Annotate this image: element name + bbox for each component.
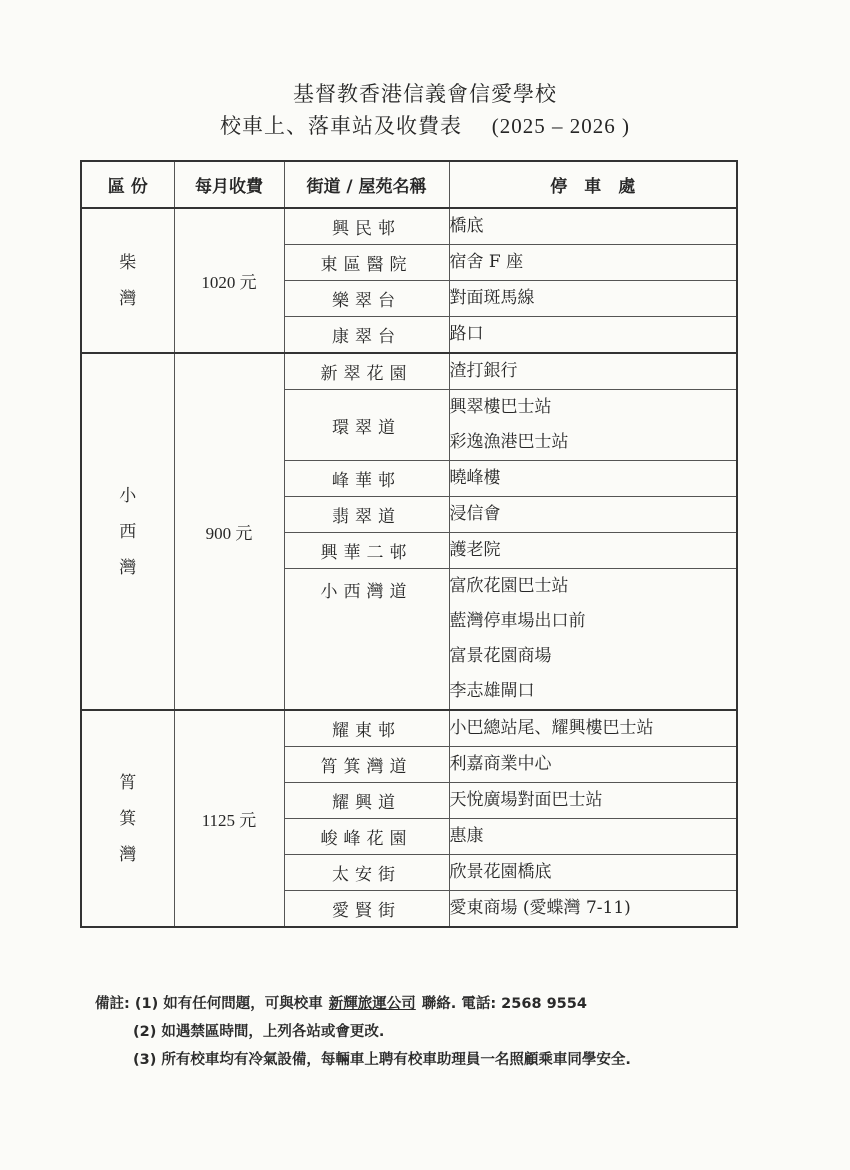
- district-char: 小: [119, 485, 137, 506]
- district-char: 筲: [119, 772, 137, 793]
- street-cell: 翡翠道: [284, 497, 449, 533]
- district-char: 西: [119, 521, 137, 542]
- stop-location: 李志雄閘口: [449, 681, 535, 701]
- stop-location: 護老院: [449, 540, 501, 560]
- street-cell: 愛賢街: [284, 891, 449, 928]
- stop-cell: [449, 461, 737, 497]
- table-row: [81, 710, 737, 747]
- street-cell: 環翠道: [284, 390, 449, 461]
- stop-location: 曉峰樓: [449, 468, 501, 488]
- street-cell: 耀東邨: [284, 710, 449, 747]
- stop-cell: [449, 353, 737, 390]
- district-cell: [81, 208, 174, 353]
- street-cell: 小西灣道: [284, 569, 449, 711]
- street-cell: 興民邨: [284, 208, 449, 245]
- street-cell: 太安街: [284, 855, 449, 891]
- street-cell: 耀興道: [284, 783, 449, 819]
- monthly-fee-cell: 1125 元: [174, 710, 284, 927]
- stop-location: 欣景花園橋底: [449, 862, 552, 882]
- note-1-text: 如有任何問題，可與校車: [163, 996, 323, 1012]
- district-char: 灣: [119, 557, 137, 578]
- district-cell: [81, 353, 174, 710]
- monthly-fee-cell: 1020 元: [174, 208, 284, 353]
- street-cell: 峻峰花園: [284, 819, 449, 855]
- stop-location: 富欣花園巴士站: [449, 576, 569, 596]
- stop-location: 利嘉商業中心: [449, 754, 552, 774]
- stop-location: 橋底: [449, 216, 484, 236]
- document-title: [0, 110, 850, 140]
- district-char: 灣: [119, 288, 137, 309]
- note-3-text: 所有校車均有冷氣設備，每輛車上聘有校車助理員一名照顧乘車同學安全.: [161, 1052, 631, 1068]
- subtitle: 校車上、落車站及收費表: [220, 114, 463, 138]
- stop-cell: [449, 747, 737, 783]
- street-cell: 筲箕灣道: [284, 747, 449, 783]
- notes-label: 備註:: [95, 996, 130, 1012]
- note-2-text: 如遇禁區時間，上列各站或會更改.: [161, 1024, 385, 1040]
- stop-location: 浸信會: [449, 504, 501, 524]
- stop-location: 對面斑馬線: [449, 288, 535, 308]
- stop-location: 惠康: [449, 826, 484, 846]
- district-group: [81, 353, 737, 710]
- note-2-number: (2): [133, 1024, 157, 1040]
- stop-location: 天悅廣場對面巴士站: [449, 790, 603, 810]
- street-cell: 東區醫院: [284, 245, 449, 281]
- district-cell: [81, 710, 174, 927]
- note-3-number: (3): [133, 1052, 157, 1068]
- district-char: 灣: [119, 844, 137, 865]
- stop-cell: [449, 533, 737, 569]
- bus-company-name: 新輝旅運公司: [328, 996, 416, 1012]
- district-group: [81, 710, 737, 927]
- stop-cell: [449, 390, 737, 461]
- note-1-contact: 聯絡. 電話: 2568 9554: [421, 996, 587, 1012]
- stop-location: 富景花園商場: [449, 646, 552, 666]
- note-2: [95, 1018, 795, 1046]
- district-char: 柴: [119, 252, 137, 273]
- column-header-district: 區 份: [81, 161, 174, 208]
- note-1: [95, 990, 795, 1018]
- table-row: [81, 353, 737, 390]
- notes-section: [95, 990, 795, 1074]
- column-header-street: 街道 / 屋苑名稱: [284, 161, 449, 208]
- academic-year: (2025 – 2026 ): [491, 114, 630, 138]
- stop-cell: [449, 855, 737, 891]
- school-name: 基督教香港信義會信愛學校: [293, 82, 557, 106]
- stop-location: 路口: [449, 324, 484, 344]
- stop-cell: [449, 317, 737, 354]
- district-char: 箕: [119, 808, 137, 829]
- stop-location: 宿舍 F 座: [449, 252, 524, 272]
- district-group: [81, 208, 737, 353]
- note-1-number: (1): [134, 996, 159, 1012]
- stop-cell: [449, 783, 737, 819]
- monthly-fee-cell: 900 元: [174, 353, 284, 710]
- stop-location: 渣打銀行: [449, 361, 518, 381]
- table-header-row: [81, 161, 737, 208]
- street-cell: 新翠花園: [284, 353, 449, 390]
- column-header-stop: 停 車 處: [449, 161, 737, 208]
- column-header-monthly-fee: 每月收費: [174, 161, 284, 208]
- stop-location: 興翠樓巴士站: [449, 397, 552, 417]
- school-bus-table: [80, 160, 738, 928]
- note-3: [95, 1046, 795, 1074]
- table-row: [81, 208, 737, 245]
- street-cell: 峰華邨: [284, 461, 449, 497]
- stop-location: 小巴總站尾、耀興樓巴士站: [449, 718, 654, 738]
- stop-cell: [449, 819, 737, 855]
- stop-cell: [449, 208, 737, 245]
- stop-cell: [449, 569, 737, 711]
- street-cell: 樂翠台: [284, 281, 449, 317]
- street-cell: 康翠台: [284, 317, 449, 354]
- stop-location: 愛東商場 (愛蝶灣 7-11): [449, 898, 631, 918]
- stop-cell: [449, 710, 737, 747]
- stop-location: 藍灣停車場出口前: [449, 611, 586, 631]
- stop-cell: [449, 891, 737, 928]
- stop-cell: [449, 245, 737, 281]
- stop-cell: [449, 281, 737, 317]
- street-cell: 興華二邨: [284, 533, 449, 569]
- stop-cell: [449, 497, 737, 533]
- stop-location: 彩逸漁港巴士站: [449, 432, 569, 452]
